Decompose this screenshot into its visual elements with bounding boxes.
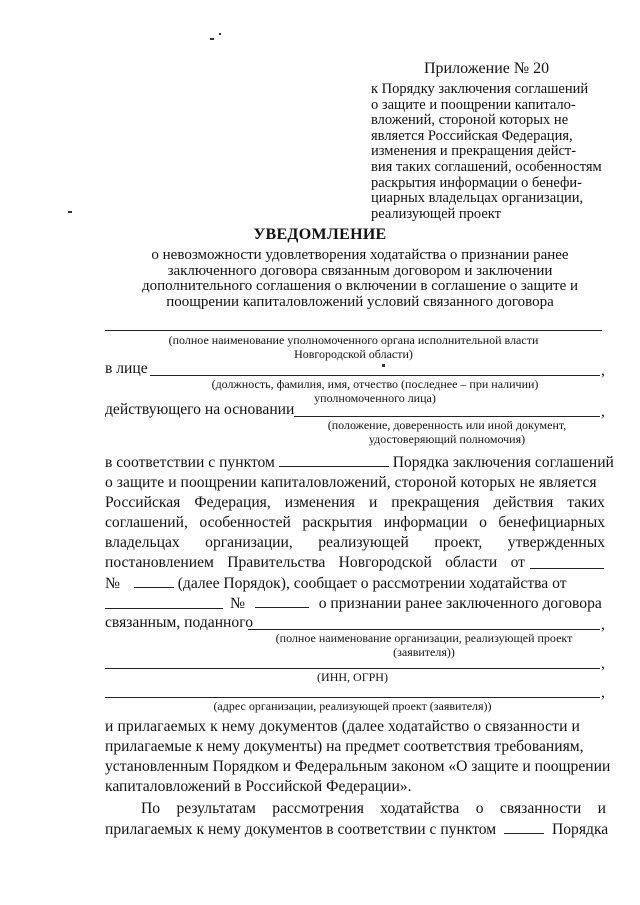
subtitle-line: заключенного договора связанным договором и заключении — [167, 262, 553, 279]
appendix-line: циарных владельцах организации, — [371, 190, 584, 207]
subtitle-line: о невозможности удовлетворения ходатайства о признании ранее — [151, 247, 569, 263]
closing-line: капиталовложений в Российской Федерации». — [105, 778, 412, 795]
clause-number-field-2[interactable] — [504, 820, 544, 834]
applicant-name-field[interactable] — [248, 629, 600, 630]
petition-date-field[interactable] — [105, 608, 223, 609]
body-line-justified: владельцах организации, реализующей проект, утвержденных — [105, 534, 605, 551]
appendix-line: вложений, стороной которых не — [371, 112, 569, 129]
comma: , — [601, 684, 605, 701]
body-line: связанным, поданного — [105, 614, 254, 631]
subtitle-line: дополнительного соглашения о включении в соглашение о защите и — [141, 278, 579, 294]
basis-label: действующего на основании — [105, 401, 295, 418]
comma: , — [601, 403, 605, 420]
scan-speck — [68, 211, 72, 213]
closing-line: прилагаемых к нему документов в соответствии с пунктом Порядка — [105, 821, 609, 838]
inn-ogrn-field[interactable] — [105, 668, 600, 669]
document-subtitle — [130, 248, 590, 310]
appendix-line: вия таких соглашений, особенностям — [371, 158, 602, 175]
clause-number-field[interactable] — [279, 453, 389, 467]
comma: , — [601, 362, 605, 379]
authority-name-field[interactable] — [105, 330, 602, 331]
body-line-justified: Российская Федерация, изменения и прекращения действия таких — [105, 494, 605, 511]
basis-field[interactable] — [294, 416, 600, 417]
closing-line: и прилагаемых к нему документов (далее ходатайство о связанности и — [105, 718, 580, 735]
closing-line-justified: По результатам рассмотрения ходатайства о связанности и — [141, 800, 606, 817]
applicant-caption: (полное наименование организации, реализующей проект (заявителя)) — [275, 631, 573, 659]
document-title: УВЕДОМЛЕНИЕ — [253, 226, 387, 243]
comma: , — [601, 655, 605, 672]
appendix-line: является Российская Федерация, — [371, 127, 573, 144]
appendix-line: изменения и прекращения дейст- — [371, 143, 577, 160]
address-field[interactable] — [105, 697, 600, 698]
body-line-justified: соглашений, особенностей раскрытия информации о бенефициарных — [105, 514, 605, 531]
subtitle-line: поощрении капиталовложений условий связанного договора — [166, 293, 554, 310]
closing-line: установленным Порядком и Федеральным законом «О защите и поощрении — [105, 758, 611, 775]
address-caption: (адрес организации, реализующей проект (заявителя)) — [213, 699, 492, 713]
appendix-line: о защите и поощрении капитало- — [371, 96, 576, 113]
appendix-line: раскрытия информации о бенефи- — [371, 174, 583, 191]
body-line: в соответствии с пунктом Порядка заключения соглашений — [105, 454, 614, 471]
appendix-line: реализующей проект — [371, 205, 501, 222]
body-line-justified: постановлением Правительства Новгородской области от — [105, 554, 525, 571]
appendix-title: Приложение № 20 — [424, 60, 550, 77]
basis-caption: (положение, доверенность или иной документ, удостоверяющий полномочия) — [327, 418, 567, 446]
appendix-reference — [371, 82, 602, 222]
scan-speck — [382, 364, 385, 367]
resolution-number-field[interactable] — [134, 574, 174, 588]
petition-number-field[interactable] — [255, 594, 309, 608]
body-line: о защите и поощрении капиталовложений, стороной которых не является — [105, 474, 597, 491]
body-line: № о признании ранее заключенного договора — [230, 595, 602, 612]
body-line: № (далее Порядок), сообщает о рассмотрении ходатайства от — [105, 575, 567, 592]
appendix-line: к Порядку заключения соглашений — [371, 81, 589, 97]
scan-speck — [210, 38, 214, 40]
comma: , — [601, 616, 605, 633]
closing-line: прилагаемые к нему документы) на предмет соответствия требованиям, — [105, 738, 584, 755]
person-field[interactable] — [150, 375, 600, 376]
authority-caption: (полное наименование уполномоченного органа исполнительной власти Новгородской области) — [168, 333, 539, 361]
person-label: в лице — [105, 360, 148, 377]
inn-caption: (ИНН, ОГРН) — [317, 670, 388, 684]
scan-speck — [219, 33, 221, 35]
resolution-date-field[interactable] — [530, 568, 604, 569]
person-caption: (должность, фамилия, имя, отчество (последнее – при наличии) уполномоченного лица) — [211, 377, 539, 405]
